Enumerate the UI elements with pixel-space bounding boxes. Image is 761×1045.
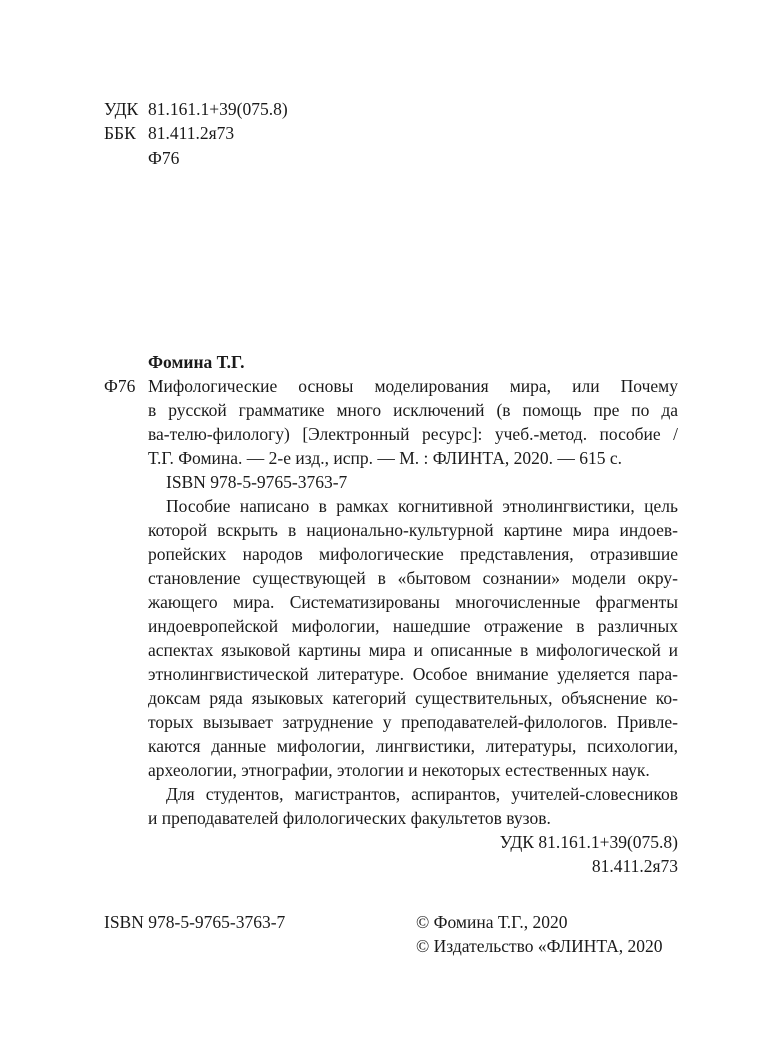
audience-line-1: Для студентов, магистрантов, аспирантов, учителей-словесников	[166, 784, 678, 804]
abstract-line-4: становление существующей в «бытовом сознании» модели окру-	[148, 568, 678, 588]
bbk-right: 81.411.2я73	[591, 856, 678, 876]
abstract-line-8: этнолингвистической литературе. Особое внимание уделяется пара-	[148, 664, 678, 684]
audience-line-2: и преподавателей филологических факультетов вузов.	[148, 808, 551, 828]
udk-label: УДК	[104, 99, 139, 119]
abstract-line-1: Пособие написано в рамках когнитивной этнолингвистики, цель	[166, 496, 678, 516]
abstract-line-10: торых вызывает затруднение у преподавателей-филологов. Привле-	[148, 712, 678, 732]
copyright-publisher: © Издательство «ФЛИНТА, 2020	[416, 936, 663, 956]
isbn-main: ISBN 978-5-9765-3763-7	[166, 472, 348, 492]
abstract-line-7: аспектах языковой картины мира и описанные в мифологической и	[148, 640, 678, 660]
abstract-line-12: археологии, этнографии, этологии и некоторых естественных наук.	[148, 760, 650, 780]
abstract-line-9: доксам ряда языковых категорий существительных, объяснение ко-	[148, 688, 678, 708]
bbk-label: ББК	[104, 123, 136, 143]
abstract-line-11: каются данные мифологии, лингвистики, литературы, психологии,	[148, 736, 678, 756]
udk-right: УДК 81.161.1+39(075.8)	[499, 832, 678, 852]
author-mark: Ф76	[104, 376, 136, 396]
bbk-value: 81.411.2я73	[148, 123, 235, 143]
abstract-line-3: ропейских народов мифологические представления, отразившие	[148, 544, 678, 564]
author-mark-top: Ф76	[148, 148, 180, 168]
bib-line-3: ва-телю-филологу) [Электронный ресурс]: учеб.-метод. пособие /	[148, 424, 678, 444]
copyright-author: © Фомина Т.Г., 2020	[416, 912, 568, 932]
bib-line-2: в русской грамматике много исключений (в помощь пре по да	[148, 400, 678, 420]
footer-isbn: ISBN 978-5-9765-3763-7	[104, 912, 286, 932]
udk-value: 81.161.1+39(075.8)	[148, 99, 288, 119]
abstract-line-5: жающего мира. Систематизированы многочисленные фрагменты	[148, 592, 678, 612]
author-name: Фомина Т.Г.	[148, 352, 245, 372]
abstract-line-6: индоевропейской мифологии, нашедшие отражение в различных	[148, 616, 678, 636]
bib-line-1: Мифологические основы моделирования мира, или Почему	[148, 376, 678, 396]
abstract-line-2: которой вскрыть в национально-культурной картине мира индоев-	[148, 520, 678, 540]
bib-line-4: Т.Г. Фомина. — 2-е изд., испр. — М. : ФЛИНТА, 2020. — 615 с.	[148, 448, 623, 468]
